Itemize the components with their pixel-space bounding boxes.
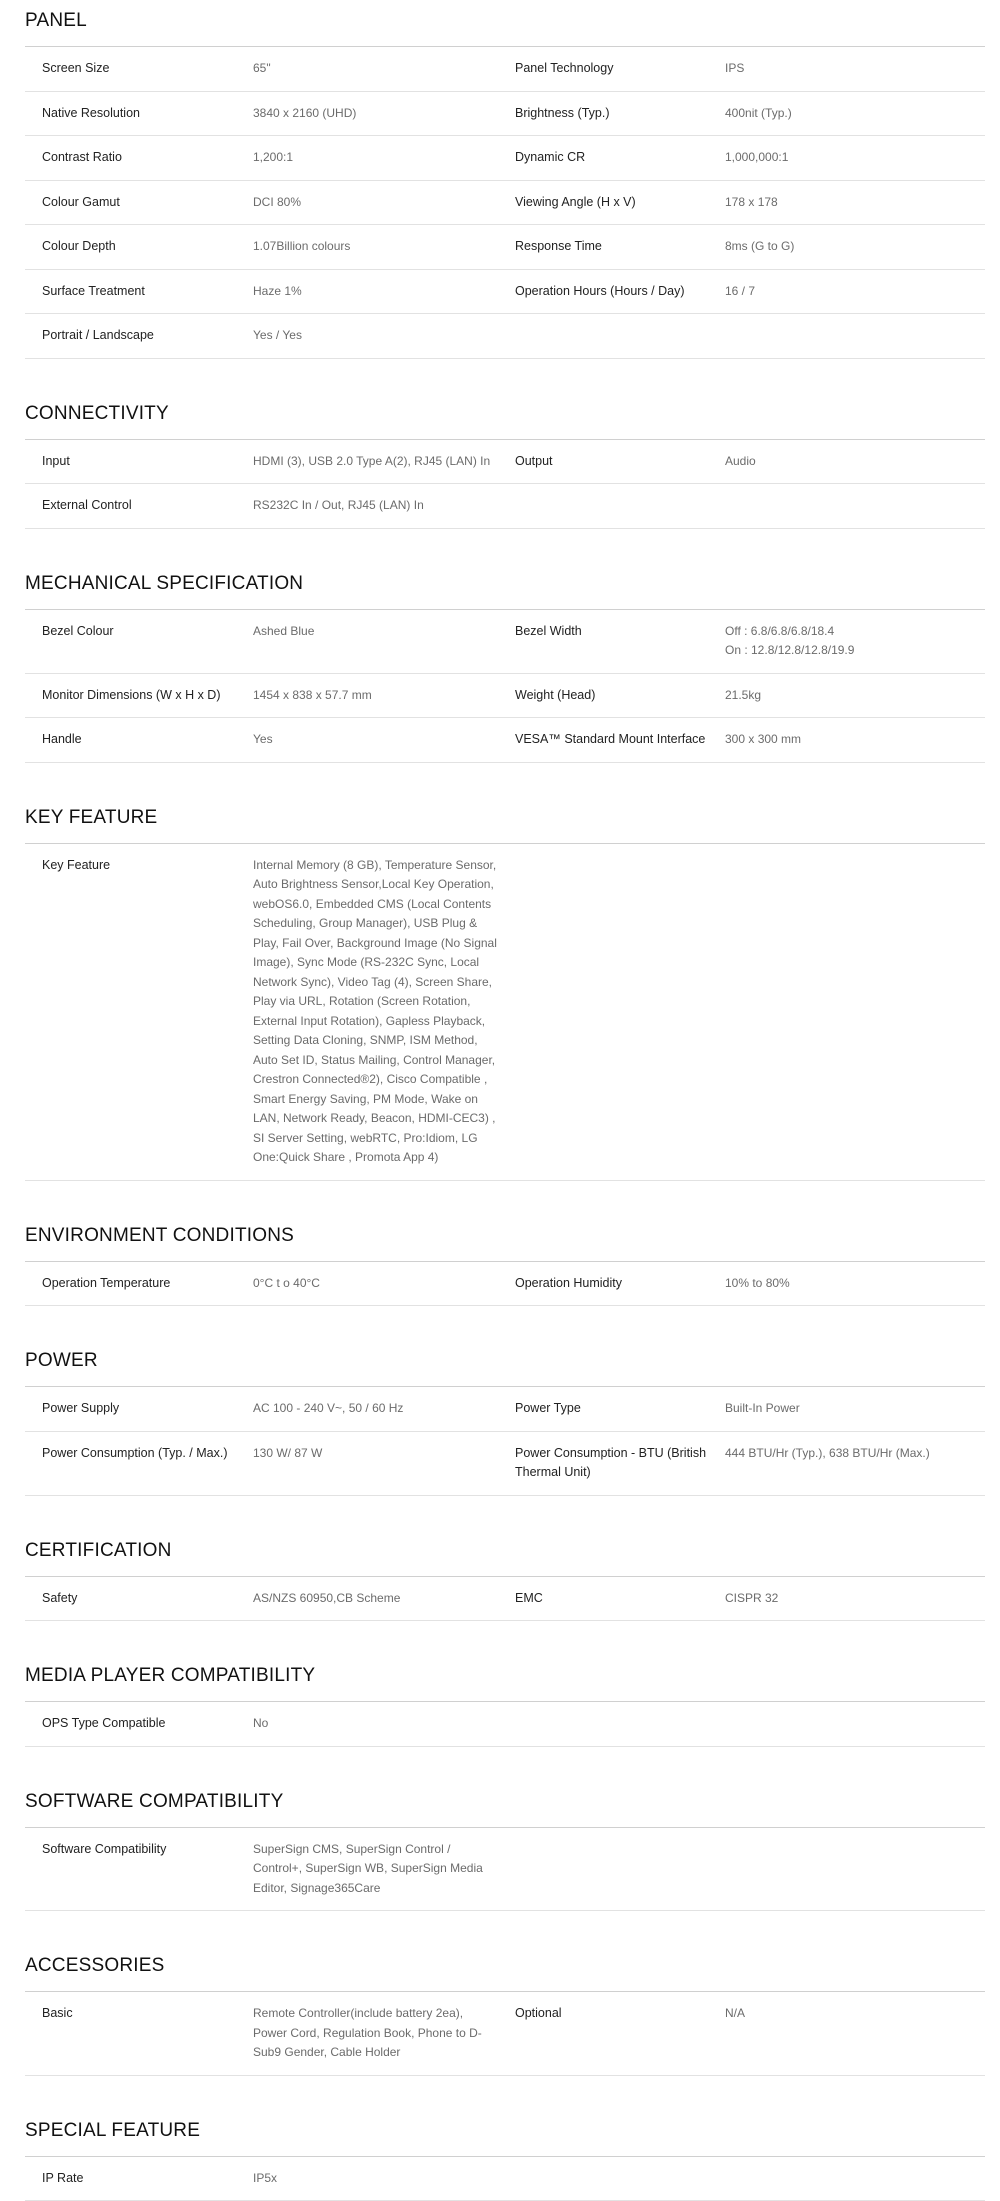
section-certification [25,1536,985,1622]
spec-label [515,326,725,346]
section-connectivity [25,399,985,529]
spec-label: Operation Humidity [515,1274,725,1294]
spec-label: Native Resolution [25,104,253,124]
spec-value: AS/NZS 60950,CB Scheme [253,1589,515,1609]
spec-value: Haze 1% [253,282,515,302]
section-title: CERTIFICATION [25,1536,985,1577]
section-title: POWER [25,1346,985,1387]
spec-label: Screen Size [25,59,253,79]
spec-row [25,136,985,181]
spec-label: Safety [25,1589,253,1609]
section-title: SOFTWARE COMPATIBILITY [25,1787,985,1828]
section-title: ENVIRONMENT CONDITIONS [25,1221,985,1262]
spec-row [25,1702,985,1747]
spec-label: Dynamic CR [515,148,725,168]
spec-value [725,496,985,516]
spec-row [25,1432,985,1496]
spec-value: N/A [725,2004,985,2063]
spec-label [515,496,725,516]
spec-value: RS232C In / Out, RJ45 (LAN) In [253,496,515,516]
spec-row [25,1828,985,1912]
spec-label: Input [25,452,253,472]
spec-value: 3840 x 2160 (UHD) [253,104,515,124]
spec-value: AC 100 - 240 V~, 50 / 60 Hz [253,1399,515,1419]
spec-row [25,92,985,137]
spec-value: 1.07Billion colours [253,237,515,257]
spec-label: Contrast Ratio [25,148,253,168]
spec-label: Viewing Angle (H x V) [515,193,725,213]
spec-label: EMC [515,1589,725,1609]
spec-value: 300 x 300 mm [725,730,985,750]
section-title: PANEL [25,6,985,47]
spec-row [25,270,985,315]
section-title: ACCESSORIES [25,1951,985,1992]
spec-row [25,674,985,719]
spec-value: IP5x [253,2169,515,2189]
spec-label: Panel Technology [515,59,725,79]
spec-value: 0°C t o 40°C [253,1274,515,1294]
spec-value: 1454 x 838 x 57.7 mm [253,686,515,706]
spec-value [725,326,985,346]
spec-label [515,1840,725,1899]
spec-value: 8ms (G to G) [725,237,985,257]
section-title: MEDIA PLAYER COMPATIBILITY [25,1661,985,1702]
spec-label: Portrait / Landscape [25,326,253,346]
section-mechanical [25,569,985,763]
spec-value: No [253,1714,515,1734]
spec-label: Power Type [515,1399,725,1419]
spec-label: Surface Treatment [25,282,253,302]
spec-row [25,844,985,1181]
spec-value: Yes / Yes [253,326,515,346]
spec-label: External Control [25,496,253,516]
spec-row [25,2157,985,2201]
spec-row [25,47,985,92]
section-environment [25,1221,985,1307]
spec-label: Power Supply [25,1399,253,1419]
spec-value: SuperSign CMS, SuperSign Control / Control+, SuperSign WB, SuperSign Media Editor, Signage365Care [253,1840,515,1899]
spec-value: Remote Controller(include battery 2ea), Power Cord, Regulation Book, Phone to D-Sub9 Gender, Cable Holder [253,2004,515,2063]
spec-value: HDMI (3), USB 2.0 Type A(2), RJ45 (LAN) In [253,452,515,472]
spec-value: 130 W/ 87 W [253,1444,515,1483]
spec-row [25,1992,985,2076]
spec-value: 16 / 7 [725,282,985,302]
spec-label: Power Consumption (Typ. / Max.) [25,1444,253,1483]
spec-value: IPS [725,59,985,79]
spec-value: Off : 6.8/6.8/6.8/18.4 On : 12.8/12.8/12.8/19.9 [725,622,985,661]
spec-label [515,1714,725,1734]
spec-label: Colour Depth [25,237,253,257]
spec-label: IP Rate [25,2169,253,2189]
spec-row [25,1262,985,1307]
spec-label: Output [515,452,725,472]
spec-row [25,718,985,763]
spec-row [25,1577,985,1622]
spec-label: Colour Gamut [25,193,253,213]
spec-value: 1,200:1 [253,148,515,168]
spec-value: 1,000,000:1 [725,148,985,168]
spec-value: Built-In Power [725,1399,985,1419]
section-key-feature [25,803,985,1181]
spec-value: Yes [253,730,515,750]
spec-label: Brightness (Typ.) [515,104,725,124]
section-special-feature [25,2116,985,2201]
spec-label: Handle [25,730,253,750]
spec-row [25,1387,985,1432]
spec-label: Key Feature [25,856,253,1168]
spec-label: Monitor Dimensions (W x H x D) [25,686,253,706]
spec-row [25,225,985,270]
spec-label: Bezel Width [515,622,725,661]
section-power [25,1346,985,1496]
spec-value [725,856,985,1168]
spec-label: OPS Type Compatible [25,1714,253,1734]
spec-value: 444 BTU/Hr (Typ.), 638 BTU/Hr (Max.) [725,1444,985,1483]
spec-label: Software Compatibility [25,1840,253,1899]
section-title: SPECIAL FEATURE [25,2116,985,2157]
section-title: MECHANICAL SPECIFICATION [25,569,985,610]
section-software [25,1787,985,1912]
spec-value: DCI 80% [253,193,515,213]
spec-value: 21.5kg [725,686,985,706]
spec-row [25,440,985,485]
spec-label: Optional [515,2004,725,2063]
spec-value: CISPR 32 [725,1589,985,1609]
section-media-player [25,1661,985,1747]
spec-value [725,1714,985,1734]
spec-value: 178 x 178 [725,193,985,213]
spec-value: Ashed Blue [253,622,515,661]
spec-label [515,2169,725,2189]
spec-label: Weight (Head) [515,686,725,706]
section-title: CONNECTIVITY [25,399,985,440]
spec-label: Basic [25,2004,253,2063]
section-accessories [25,1951,985,2076]
spec-value: Audio [725,452,985,472]
spec-value: 65" [253,59,515,79]
spec-value: 400nit (Typ.) [725,104,985,124]
spec-value: 10% to 80% [725,1274,985,1294]
spec-label: Operation Temperature [25,1274,253,1294]
spec-row [25,610,985,674]
spec-label: Operation Hours (Hours / Day) [515,282,725,302]
spec-value [725,2169,985,2189]
spec-value: Internal Memory (8 GB), Temperature Sensor, Auto Brightness Sensor,Local Key Operation, webOS6.0, Embedded CMS (Local Contents Scheduling, Group Manager), USB Plug & Play, Fail Over, Background Image (No Signal Image), Sync Mode (RS-232C Sync, Local Network Sync), Video Tag (4), Screen Share, Play via URL, Rotation (Screen Rotation, External Input Rotation), Gapless Playback, Setting Data Cloning, SNMP, ISM Method, Auto Set ID, Status Mailing, Control Manager, Crestron Connected®2), Cisco Compatible , Smart Energy Saving, PM Mode, Wake on LAN, Network Ready, Beacon, HDMI-CEC3) , SI Server Setting, webRTC, Pro:Idiom, LG One:Quick Share , Promota App 4) [253,856,515,1168]
spec-row [25,484,985,529]
spec-row [25,181,985,226]
spec-row [25,314,985,359]
spec-label: Bezel Colour [25,622,253,661]
section-title: KEY FEATURE [25,803,985,844]
spec-label: VESA™ Standard Mount Interface [515,730,725,750]
spec-label: Power Consumption - BTU (British Thermal Unit) [515,1444,725,1483]
spec-label [515,856,725,1168]
spec-label: Response Time [515,237,725,257]
section-panel [25,6,985,359]
spec-value [725,1840,985,1899]
